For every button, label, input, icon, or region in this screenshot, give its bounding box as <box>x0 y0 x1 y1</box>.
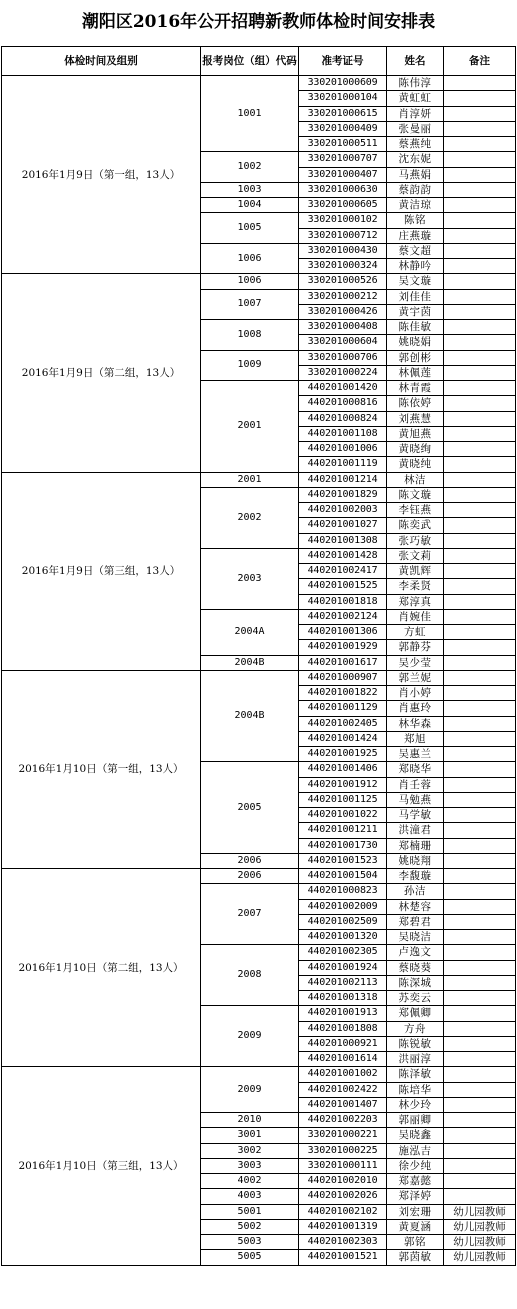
remark-cell <box>444 457 516 472</box>
exam-number-cell: 440201001214 <box>299 472 387 487</box>
remark-cell <box>444 975 516 990</box>
exam-number-cell: 440201001617 <box>299 655 387 670</box>
exam-group-cell: 2016年1月10日（第一组，13人） <box>2 670 201 868</box>
remark-cell: 幼儿园教师 <box>444 1204 516 1219</box>
exam-number-cell: 330201000407 <box>299 167 387 182</box>
candidate-name-cell: 陈铭 <box>387 213 444 228</box>
candidate-name-cell: 陈佳敏 <box>387 320 444 335</box>
exam-number-cell: 440201001428 <box>299 548 387 563</box>
remark-cell <box>444 533 516 548</box>
remark-cell <box>444 198 516 213</box>
candidate-name-cell: 黄宇茵 <box>387 304 444 319</box>
candidate-name-cell: 肖小婷 <box>387 686 444 701</box>
exam-number-cell: 330201000615 <box>299 106 387 121</box>
exam-number-cell: 440201001818 <box>299 594 387 609</box>
candidate-name-cell: 林华森 <box>387 716 444 731</box>
remark-cell <box>444 731 516 746</box>
exam-number-cell: 330201000707 <box>299 152 387 167</box>
header-group: 体检时间及组别 <box>2 47 201 76</box>
remark-cell <box>444 1021 516 1036</box>
candidate-name-cell: 黄旭燕 <box>387 426 444 441</box>
remark-cell <box>444 365 516 380</box>
remark-cell <box>444 686 516 701</box>
exam-group-cell: 2016年1月10日（第三组，13人） <box>2 1067 201 1265</box>
remark-cell <box>444 152 516 167</box>
remark-cell <box>444 884 516 899</box>
exam-number-cell: 330201000630 <box>299 182 387 197</box>
remark-cell <box>444 1036 516 1051</box>
exam-number-cell: 330201000426 <box>299 304 387 319</box>
remark-cell <box>444 655 516 670</box>
exam-number-cell: 440201001406 <box>299 762 387 777</box>
post-code-cell: 3002 <box>201 1143 299 1158</box>
exam-number-cell: 330201000712 <box>299 228 387 243</box>
remark-cell <box>444 213 516 228</box>
exam-number-cell: 330201000225 <box>299 1143 387 1158</box>
post-code-cell: 4002 <box>201 1174 299 1189</box>
remark-cell <box>444 274 516 289</box>
remark-cell <box>444 167 516 182</box>
exam-number-cell: 440201001022 <box>299 808 387 823</box>
remark-cell <box>444 442 516 457</box>
remark-cell <box>444 1113 516 1128</box>
remark-cell <box>444 594 516 609</box>
remark-cell <box>444 701 516 716</box>
exam-number-cell: 440201001211 <box>299 823 387 838</box>
candidate-name-cell: 马学敏 <box>387 808 444 823</box>
exam-number-cell: 330201000526 <box>299 274 387 289</box>
remark-cell <box>444 808 516 823</box>
candidate-name-cell: 吴少莹 <box>387 655 444 670</box>
remark-cell <box>444 609 516 624</box>
remark-cell <box>444 350 516 365</box>
candidate-name-cell: 蔡韵韵 <box>387 182 444 197</box>
candidate-name-cell: 郭兰妮 <box>387 670 444 685</box>
exam-number-cell: 440201001614 <box>299 1052 387 1067</box>
candidate-name-cell: 陈锐敏 <box>387 1036 444 1051</box>
exam-number-cell: 440201001829 <box>299 487 387 502</box>
exam-number-cell: 440201000823 <box>299 884 387 899</box>
exam-group-cell: 2016年1月9日（第二组，13人） <box>2 274 201 472</box>
remark-cell <box>444 579 516 594</box>
exam-number-cell: 440201000824 <box>299 411 387 426</box>
exam-number-cell: 440201002305 <box>299 945 387 960</box>
candidate-name-cell: 林洁 <box>387 472 444 487</box>
post-code-cell: 2003 <box>201 548 299 609</box>
exam-number-cell: 440201002203 <box>299 1113 387 1128</box>
post-code-cell: 1004 <box>201 198 299 213</box>
exam-number-cell: 330201000609 <box>299 76 387 91</box>
exam-number-cell: 440201001924 <box>299 960 387 975</box>
candidate-name-cell: 施泓吉 <box>387 1143 444 1158</box>
candidate-name-cell: 郑嘉懿 <box>387 1174 444 1189</box>
candidate-name-cell: 郑晓华 <box>387 762 444 777</box>
candidate-name-cell: 吴惠兰 <box>387 747 444 762</box>
exam-number-cell: 440201001320 <box>299 930 387 945</box>
candidate-name-cell: 陈深城 <box>387 975 444 990</box>
post-code-cell: 2009 <box>201 1006 299 1067</box>
post-code-cell: 1006 <box>201 274 299 289</box>
remark-cell <box>444 487 516 502</box>
post-code-cell: 2005 <box>201 762 299 854</box>
remark-cell <box>444 1067 516 1082</box>
post-code-cell: 2004B <box>201 670 299 762</box>
candidate-name-cell: 黄凯辉 <box>387 564 444 579</box>
post-code-cell: 1005 <box>201 213 299 244</box>
remark-cell <box>444 381 516 396</box>
remark-cell <box>444 503 516 518</box>
exam-number-cell: 440201001108 <box>299 426 387 441</box>
candidate-name-cell: 徐少纯 <box>387 1158 444 1173</box>
candidate-name-cell: 郑淳真 <box>387 594 444 609</box>
table-header <box>2 47 516 76</box>
remark-cell <box>444 182 516 197</box>
candidate-name-cell: 林楚容 <box>387 899 444 914</box>
candidate-name-cell: 陈培华 <box>387 1082 444 1097</box>
post-code-cell: 3001 <box>201 1128 299 1143</box>
exam-number-cell: 330201000102 <box>299 213 387 228</box>
remark-cell <box>444 960 516 975</box>
exam-number-cell: 440201001318 <box>299 991 387 1006</box>
exam-number-cell: 330201000430 <box>299 243 387 258</box>
remark-cell <box>444 564 516 579</box>
remark-cell <box>444 792 516 807</box>
remark-cell <box>444 76 516 91</box>
post-code-cell: 2006 <box>201 853 299 868</box>
remark-cell <box>444 472 516 487</box>
exam-number-cell: 440201002405 <box>299 716 387 731</box>
post-code-cell: 5002 <box>201 1219 299 1234</box>
exam-number-cell: 330201000324 <box>299 259 387 274</box>
candidate-name-cell: 郑碧君 <box>387 914 444 929</box>
post-code-cell: 2010 <box>201 1113 299 1128</box>
remark-cell <box>444 243 516 258</box>
post-code-cell: 2004B <box>201 655 299 670</box>
remark-cell <box>444 320 516 335</box>
remark-cell <box>444 1158 516 1173</box>
exam-group-cell: 2016年1月10日（第二组，13人） <box>2 869 201 1067</box>
remark-cell <box>444 106 516 121</box>
candidate-name-cell: 黄晓纯 <box>387 457 444 472</box>
candidate-name-cell: 苏奕云 <box>387 991 444 1006</box>
exam-number-cell: 440201001424 <box>299 731 387 746</box>
candidate-name-cell: 肖惠玲 <box>387 701 444 716</box>
remark-cell <box>444 914 516 929</box>
candidate-name-cell: 黄洁琼 <box>387 198 444 213</box>
post-code-cell: 1001 <box>201 76 299 152</box>
post-code-cell: 5001 <box>201 1204 299 1219</box>
remark-cell <box>444 396 516 411</box>
exam-number-cell: 330201000409 <box>299 121 387 136</box>
exam-number-cell: 440201002303 <box>299 1235 387 1250</box>
exam-number-cell: 440201001913 <box>299 1006 387 1021</box>
exam-number-cell: 440201000921 <box>299 1036 387 1051</box>
post-code-cell: 1007 <box>201 289 299 320</box>
exam-number-cell: 440201002010 <box>299 1174 387 1189</box>
exam-number-cell: 440201001929 <box>299 640 387 655</box>
candidate-name-cell: 张巧敏 <box>387 533 444 548</box>
candidate-name-cell: 郭铭 <box>387 1235 444 1250</box>
exam-group-cell: 2016年1月9日（第三组，13人） <box>2 472 201 670</box>
candidate-name-cell: 肖淳妍 <box>387 106 444 121</box>
candidate-name-cell: 郑旭 <box>387 731 444 746</box>
remark-cell <box>444 625 516 640</box>
exam-number-cell: 440201001407 <box>299 1097 387 1112</box>
candidate-name-cell: 姚晓娟 <box>387 335 444 350</box>
exam-number-cell: 330201000111 <box>299 1158 387 1173</box>
candidate-name-cell: 孙洁 <box>387 884 444 899</box>
candidate-name-cell: 陈伟淳 <box>387 76 444 91</box>
exam-number-cell: 440201001521 <box>299 1250 387 1265</box>
post-code-cell: 2001 <box>201 381 299 473</box>
candidate-name-cell: 郭茵敏 <box>387 1250 444 1265</box>
candidate-name-cell: 郑佩卿 <box>387 1006 444 1021</box>
remark-cell <box>444 777 516 792</box>
candidate-name-cell: 洪丽淳 <box>387 1052 444 1067</box>
candidate-name-cell: 姚晓翔 <box>387 853 444 868</box>
exam-number-cell: 440201001002 <box>299 1067 387 1082</box>
remark-cell <box>444 1082 516 1097</box>
candidate-name-cell: 李钰燕 <box>387 503 444 518</box>
remark-cell <box>444 1097 516 1112</box>
remark-cell <box>444 899 516 914</box>
candidate-name-cell: 蔡燕纯 <box>387 137 444 152</box>
post-code-cell: 1009 <box>201 350 299 381</box>
exam-number-cell: 440201001504 <box>299 869 387 884</box>
exam-number-cell: 440201002124 <box>299 609 387 624</box>
remark-cell <box>444 518 516 533</box>
remark-cell <box>444 945 516 960</box>
header-name: 姓名 <box>387 47 444 76</box>
table-row <box>2 76 516 91</box>
header-post: 报考岗位（组）代码 <box>201 47 299 76</box>
candidate-name-cell: 沈东妮 <box>387 152 444 167</box>
remark-cell <box>444 853 516 868</box>
candidate-name-cell: 肖婉佳 <box>387 609 444 624</box>
remark-cell <box>444 91 516 106</box>
candidate-name-cell: 李柔贤 <box>387 579 444 594</box>
remark-cell <box>444 137 516 152</box>
header-row <box>2 47 516 76</box>
remark-cell <box>444 930 516 945</box>
exam-number-cell: 440201001119 <box>299 457 387 472</box>
header-exam-no: 准考证号 <box>299 47 387 76</box>
candidate-name-cell: 郭丽卿 <box>387 1113 444 1128</box>
candidate-name-cell: 方舟 <box>387 1021 444 1036</box>
candidate-name-cell: 陈文璇 <box>387 487 444 502</box>
exam-number-cell: 440201000907 <box>299 670 387 685</box>
remark-cell <box>444 838 516 853</box>
exam-number-cell: 330201000224 <box>299 365 387 380</box>
exam-number-cell: 440201002009 <box>299 899 387 914</box>
remark-cell <box>444 259 516 274</box>
remark-cell <box>444 548 516 563</box>
candidate-name-cell: 庄燕璇 <box>387 228 444 243</box>
exam-number-cell: 440201001129 <box>299 701 387 716</box>
remark-cell <box>444 640 516 655</box>
post-code-cell: 1002 <box>201 152 299 183</box>
post-code-cell: 4003 <box>201 1189 299 1204</box>
remark-cell <box>444 991 516 1006</box>
remark-cell <box>444 670 516 685</box>
exam-number-cell: 440201001006 <box>299 442 387 457</box>
candidate-name-cell: 蔡文超 <box>387 243 444 258</box>
post-code-cell: 2001 <box>201 472 299 487</box>
remark-cell <box>444 869 516 884</box>
post-code-cell: 2002 <box>201 487 299 548</box>
candidate-name-cell: 林佩莲 <box>387 365 444 380</box>
candidate-name-cell: 郑楠珊 <box>387 838 444 853</box>
header-remark: 备注 <box>444 47 516 76</box>
candidate-name-cell: 洪潼君 <box>387 823 444 838</box>
exam-number-cell: 440201001925 <box>299 747 387 762</box>
exam-number-cell: 440201002026 <box>299 1189 387 1204</box>
post-code-cell: 2007 <box>201 884 299 945</box>
remark-cell <box>444 335 516 350</box>
remark-cell <box>444 1052 516 1067</box>
candidate-name-cell: 张文莉 <box>387 548 444 563</box>
remark-cell <box>444 304 516 319</box>
exam-number-cell: 440201001306 <box>299 625 387 640</box>
post-code-cell: 2009 <box>201 1067 299 1113</box>
exam-number-cell: 440201001125 <box>299 792 387 807</box>
exam-number-cell: 330201000212 <box>299 289 387 304</box>
remark-cell: 幼儿园教师 <box>444 1235 516 1250</box>
candidate-name-cell: 林静吟 <box>387 259 444 274</box>
candidate-name-cell: 蔡晓葵 <box>387 960 444 975</box>
exam-number-cell: 440201001027 <box>299 518 387 533</box>
post-code-cell: 5005 <box>201 1250 299 1265</box>
exam-number-cell: 440201001319 <box>299 1219 387 1234</box>
exam-number-cell: 330201000104 <box>299 91 387 106</box>
candidate-name-cell: 黄晓绚 <box>387 442 444 457</box>
table-row <box>2 472 516 487</box>
post-code-cell: 5003 <box>201 1235 299 1250</box>
candidate-name-cell: 陈泽敏 <box>387 1067 444 1082</box>
remark-cell <box>444 1189 516 1204</box>
candidate-name-cell: 李馥璇 <box>387 869 444 884</box>
candidate-name-cell: 卢逸文 <box>387 945 444 960</box>
remark-cell <box>444 228 516 243</box>
exam-number-cell: 330201000706 <box>299 350 387 365</box>
candidate-name-cell: 林青霞 <box>387 381 444 396</box>
post-code-cell: 2004A <box>201 609 299 655</box>
schedule-table <box>1 46 516 1266</box>
candidate-name-cell: 肖壬蓉 <box>387 777 444 792</box>
candidate-name-cell: 刘佳佳 <box>387 289 444 304</box>
exam-number-cell: 440201002102 <box>299 1204 387 1219</box>
post-code-cell: 2008 <box>201 945 299 1006</box>
candidate-name-cell: 陈依婷 <box>387 396 444 411</box>
exam-number-cell: 440201001808 <box>299 1021 387 1036</box>
exam-number-cell: 440201001420 <box>299 381 387 396</box>
exam-number-cell: 330201000221 <box>299 1128 387 1143</box>
table-row <box>2 670 516 685</box>
remark-cell <box>444 1143 516 1158</box>
remark-cell <box>444 716 516 731</box>
exam-number-cell: 330201000605 <box>299 198 387 213</box>
post-code-cell: 2006 <box>201 869 299 884</box>
exam-group-cell: 2016年1月9日（第一组，13人） <box>2 76 201 274</box>
exam-number-cell: 440201001525 <box>299 579 387 594</box>
page-title: 潮阳区2016年公开招聘新教师体检时间安排表 <box>81 12 436 32</box>
candidate-name-cell: 方虹 <box>387 625 444 640</box>
table-row <box>2 1067 516 1082</box>
exam-number-cell: 440201000816 <box>299 396 387 411</box>
candidate-name-cell: 郑泽婷 <box>387 1189 444 1204</box>
candidate-name-cell: 吴晓鑫 <box>387 1128 444 1143</box>
remark-cell <box>444 289 516 304</box>
candidate-name-cell: 黄夏涵 <box>387 1219 444 1234</box>
exam-number-cell: 330201000511 <box>299 137 387 152</box>
remark-cell <box>444 1128 516 1143</box>
remark-cell <box>444 823 516 838</box>
table-row <box>2 869 516 884</box>
candidate-name-cell: 陈奕武 <box>387 518 444 533</box>
table-body <box>2 76 516 1266</box>
exam-number-cell: 440201002003 <box>299 503 387 518</box>
remark-cell <box>444 411 516 426</box>
remark-cell <box>444 1006 516 1021</box>
remark-cell <box>444 1174 516 1189</box>
candidate-name-cell: 吴晓洁 <box>387 930 444 945</box>
exam-number-cell: 440201002113 <box>299 975 387 990</box>
exam-number-cell: 440201001523 <box>299 853 387 868</box>
candidate-name-cell: 刘宏珊 <box>387 1204 444 1219</box>
candidate-name-cell: 张曼丽 <box>387 121 444 136</box>
candidate-name-cell: 刘燕慧 <box>387 411 444 426</box>
candidate-name-cell: 马燕娟 <box>387 167 444 182</box>
candidate-name-cell: 黄虹虹 <box>387 91 444 106</box>
remark-cell <box>444 121 516 136</box>
exam-number-cell: 440201001730 <box>299 838 387 853</box>
remark-cell: 幼儿园教师 <box>444 1250 516 1265</box>
candidate-name-cell: 郭创彬 <box>387 350 444 365</box>
candidate-name-cell: 林少玲 <box>387 1097 444 1112</box>
candidate-name-cell: 吴文璇 <box>387 274 444 289</box>
candidate-name-cell: 马勉燕 <box>387 792 444 807</box>
exam-number-cell: 440201002509 <box>299 914 387 929</box>
exam-number-cell: 440201001912 <box>299 777 387 792</box>
post-code-cell: 1008 <box>201 320 299 351</box>
remark-cell <box>444 426 516 441</box>
remark-cell <box>444 747 516 762</box>
exam-number-cell: 440201002422 <box>299 1082 387 1097</box>
remark-cell: 幼儿园教师 <box>444 1219 516 1234</box>
exam-number-cell: 440201001822 <box>299 686 387 701</box>
remark-cell <box>444 762 516 777</box>
exam-number-cell: 440201001308 <box>299 533 387 548</box>
table-row <box>2 274 516 289</box>
candidate-name-cell: 郭静芬 <box>387 640 444 655</box>
post-code-cell: 3003 <box>201 1158 299 1173</box>
exam-number-cell: 330201000408 <box>299 320 387 335</box>
exam-number-cell: 440201002417 <box>299 564 387 579</box>
exam-number-cell: 330201000604 <box>299 335 387 350</box>
post-code-cell: 1006 <box>201 243 299 274</box>
post-code-cell: 1003 <box>201 182 299 197</box>
